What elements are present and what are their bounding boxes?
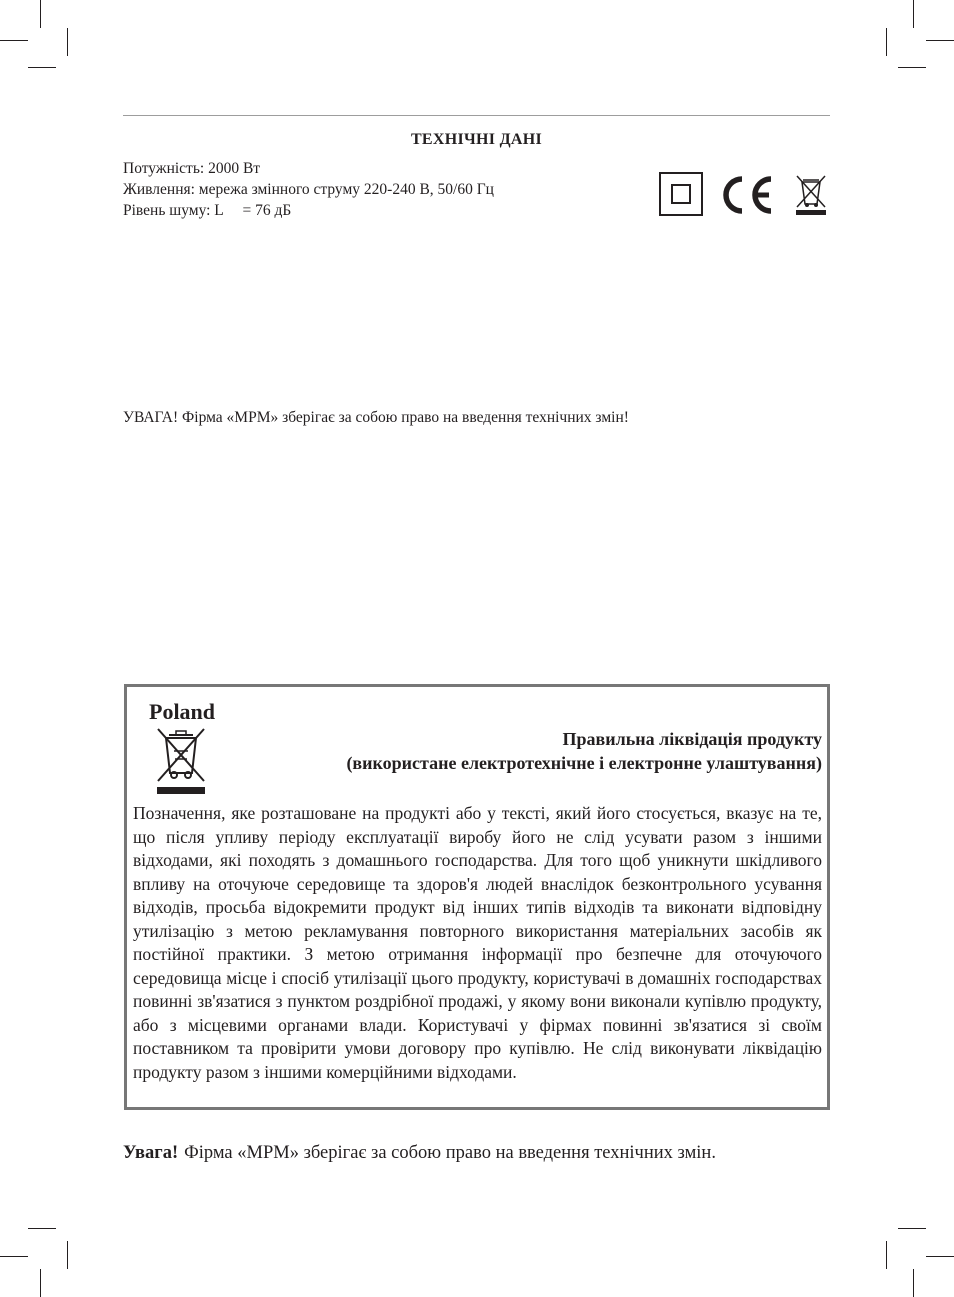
disposal-notice-box: [124, 684, 830, 1110]
crop-mark: [913, 1269, 914, 1297]
double-insulation-class-ii-icon: [659, 172, 703, 216]
disposal-heading: [346, 727, 822, 775]
weee-crossed-bin-icon: [154, 727, 208, 797]
crop-mark: [898, 67, 926, 68]
crop-mark: [913, 0, 914, 28]
spec-title: ТЕХНІЧНІ ДАНІ: [410, 131, 543, 148]
certification-symbols: [659, 172, 831, 218]
disposal-heading-line1: Правильна ліквідація продукту: [562, 729, 822, 749]
warning-footer: [123, 1143, 716, 1164]
crop-mark: [0, 40, 28, 41]
spec-noise: Рівень шуму: L = 76 дБ: [123, 202, 292, 219]
country-label: Poland: [149, 699, 216, 724]
crop-mark: [40, 0, 41, 28]
weee-crossed-bin-icon: [794, 174, 828, 216]
crop-mark: [28, 67, 56, 68]
crop-mark: [40, 1269, 41, 1297]
disposal-heading-line2: (використане електротехнічне і електронне улаштування): [346, 753, 822, 773]
spec-supply: Живлення: мережа змінного струму 220-240 В, 50/60 Гц: [123, 181, 494, 198]
crop-mark: [926, 40, 954, 41]
spec-list: [123, 158, 494, 221]
crop-mark: [898, 1228, 926, 1229]
crop-mark: [886, 28, 887, 56]
crop-mark: [67, 28, 68, 56]
ce-mark-icon: [719, 174, 775, 216]
crop-mark: [67, 1241, 68, 1269]
crop-mark: [28, 1228, 56, 1229]
crop-mark: [0, 1256, 28, 1257]
disposal-body-text: Позначення, яке розташоване на продукті або у тексті, який його стосується, вказує на те, що після упливу періоду експлуатації виробу його не слід усувати разом з іншими відходами, які походять з домашнього господарства. Для того щоб уникнути шкідливого впливу на оточуюче середовище та здоров'я людей внаслідок безконтрольного усування відходів, просьба відокремити продукт від інших типів відходів та виконати відповідну утилізацію з метою рекламування повторного використання матеріальних засобів як постійної практики. З метою отримання інформації про безпечне для оточуючого середовища місце і спосіб утилізації цього продукту, користувачі в домашніх господарствах повинні зв'язатися з пунктом роздрібної продажі, у якому вони виконали купівлю продукту, або з місцевими органами влади. Користувачі у фірмах повинні зв'язатися зі своїм поставником та провірити умови договору про купівлю. Не слід виконувати ліквідацію продукту разом з іншими комерційними відходами.: [133, 803, 822, 1082]
crop-mark: [926, 1256, 954, 1257]
warning-technical-changes: УВАГА! Фірма «МРМ» зберігає за собою право на введення технічних змін!: [123, 409, 629, 426]
header-rule: [123, 115, 830, 116]
warning-footer-label: Увага!: [123, 1143, 179, 1163]
crop-mark: [886, 1241, 887, 1269]
spec-power: Потужність: 2000 Вт: [123, 160, 261, 177]
warning-footer-text: Фірма «МРМ» зберігає за собою право на введення технічних змін.: [184, 1143, 716, 1163]
